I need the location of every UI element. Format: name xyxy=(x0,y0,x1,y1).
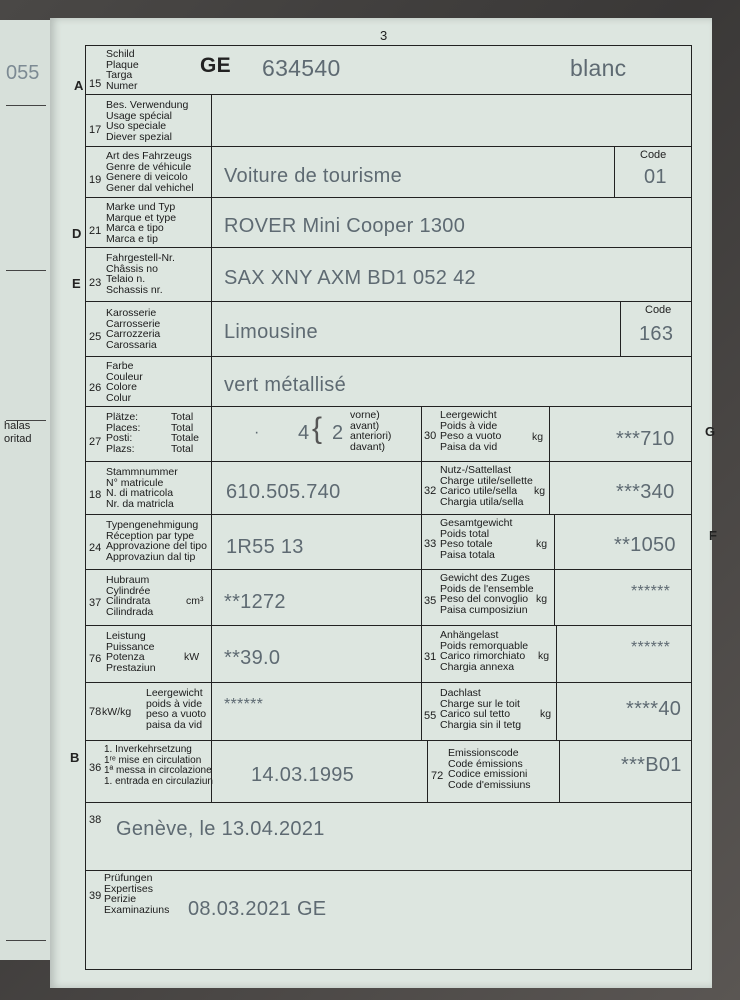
row-vehicle-type xyxy=(86,146,691,198)
divider xyxy=(614,146,615,197)
plate-number: 634540 xyxy=(262,55,341,81)
seats-front-label: vorne) avant) anteriori) davant) xyxy=(350,409,392,453)
special-use-label: Bes. Verwendung Usage spécial Uso speciale Diever spezial xyxy=(106,99,189,143)
payload-value: ***340 xyxy=(616,481,675,503)
field-number: 33 xyxy=(424,538,437,550)
row-plate xyxy=(86,46,691,95)
seats-front-value: 2 xyxy=(332,422,344,444)
field-number: 17 xyxy=(89,124,102,136)
row-power-towing xyxy=(86,625,691,683)
type-approval-value: 1R55 13 xyxy=(226,536,304,558)
field-number: 27 xyxy=(89,436,102,448)
chassis-value: SAX XNY AXM BD1 052 42 xyxy=(224,267,476,289)
power-value: **39.0 xyxy=(224,647,281,669)
unit-kg: kg xyxy=(540,708,552,720)
page-number: 3 xyxy=(380,28,388,43)
left-page-number: 055 xyxy=(6,62,40,84)
unit-kg: kg xyxy=(538,650,550,662)
field-number: 30 xyxy=(424,430,437,442)
body-value: Limousine xyxy=(224,321,318,343)
divider xyxy=(549,406,550,461)
divider xyxy=(549,461,550,514)
towing-label: Anhängelast Poids remorquable Carico rimorchiato Chargia annexa xyxy=(440,629,529,673)
left-page-line xyxy=(6,105,46,106)
row-body xyxy=(86,301,691,357)
field-number: 35 xyxy=(424,595,437,607)
displacement-value: **1272 xyxy=(224,591,286,613)
field-number: 32 xyxy=(424,485,437,497)
divider xyxy=(211,94,212,146)
unit-kg: kg xyxy=(536,593,548,605)
empty-weight-value: ***710 xyxy=(616,428,675,450)
first-registration-label: 1. Inverkehrsetzung 1ʳᵉ mise en circulation 1ª messa in circolazione 1. entrada en circulaziun xyxy=(104,744,213,787)
unit-cm3: cm³ xyxy=(186,595,204,607)
divider xyxy=(421,514,422,569)
divider xyxy=(211,247,212,301)
letter-b: B xyxy=(70,750,80,765)
divider xyxy=(211,625,212,682)
field-number: 38 xyxy=(89,814,102,826)
letter-d: D xyxy=(72,226,82,241)
color-value: vert métallisé xyxy=(224,374,347,396)
registration-page xyxy=(50,18,717,988)
divider xyxy=(620,301,621,356)
seats-label: Plätze: Places: Posti: Plazs: xyxy=(106,411,141,455)
canton-code: GE xyxy=(200,54,231,77)
row-first-registration-emission xyxy=(86,740,691,803)
displacement-label: Hubraum Cylindrée Cilindrata Cilindrada xyxy=(106,574,154,618)
seats-total-label: Total Total Totale Total xyxy=(171,411,200,455)
empty-weight-label: Leergewicht Poids à vide Peso a vuoto Paisa da vid xyxy=(440,409,502,453)
power-label: Leistung Puissance Potenza Prestaziun xyxy=(106,630,156,674)
divider xyxy=(554,514,555,569)
divider xyxy=(211,406,212,461)
seats-dot: · xyxy=(254,424,260,441)
make-model-label: Marke und Typ Marque et type Marca e tipo Marca e tip xyxy=(106,201,177,245)
row-ratio-roof xyxy=(86,682,691,741)
divider xyxy=(556,625,557,682)
left-page-text: halas xyxy=(4,420,31,432)
field-number: 23 xyxy=(89,277,102,289)
field-number: 25 xyxy=(89,331,102,343)
row-matricule-payload xyxy=(86,461,691,515)
divider xyxy=(421,569,422,625)
train-weight-value: ****** xyxy=(631,583,671,600)
divider xyxy=(211,569,212,625)
divider xyxy=(211,356,212,406)
unit-kg: kg xyxy=(534,485,546,497)
divider xyxy=(427,740,428,802)
inspections-value: 08.03.2021 GE xyxy=(188,898,327,920)
left-page-text: oritad xyxy=(4,433,32,445)
letter-g: G xyxy=(705,424,716,439)
left-page-line xyxy=(6,940,46,941)
row-inspections xyxy=(86,870,691,969)
letter-e: E xyxy=(72,276,81,291)
field-number: 18 xyxy=(89,489,102,501)
field-number: 78 xyxy=(89,706,102,718)
roof-load-label: Dachlast Charge sur le toit Carico sul tetto Chargia sin il tetg xyxy=(440,687,522,731)
plate-color: blanc xyxy=(570,55,627,81)
payload-label: Nutz-/Sattellast Charge utile/sellette Carico utile/sella Chargia utila/sella xyxy=(440,464,533,508)
vehicle-type-value: Voiture de tourisme xyxy=(224,165,403,187)
gross-weight-value: **1050 xyxy=(614,534,676,556)
code-label: Code xyxy=(645,304,672,316)
ratio-value: ****** xyxy=(224,696,264,713)
unit-kw: kW xyxy=(184,651,200,663)
divider xyxy=(211,146,212,197)
seats-total-value: 4 xyxy=(298,422,310,444)
row-make-model xyxy=(86,197,691,248)
row-displacement-train xyxy=(86,569,691,626)
left-page xyxy=(0,20,51,960)
row-seats-weight xyxy=(86,406,691,462)
letter-f: F xyxy=(709,528,717,543)
make-model-value: ROVER Mini Cooper 1300 xyxy=(224,215,466,237)
inspections-label: Prüfungen Expertises Perizie Examinaziuns xyxy=(104,872,170,916)
body-label: Karosserie Carrosserie Carrozzeria Carossaria xyxy=(106,307,161,351)
divider xyxy=(211,461,212,514)
plate-label: Schild Plaque Targa Numer xyxy=(106,48,139,92)
emission-code-label: Emissionscode Code émissions Codice emissioni Code d'emissiuns xyxy=(448,747,531,791)
body-code: 163 xyxy=(639,323,674,345)
divider xyxy=(559,740,560,802)
field-number: 15 xyxy=(89,78,102,90)
field-number: 26 xyxy=(89,382,102,394)
place-date-value: Genève, le 13.04.2021 xyxy=(116,818,325,840)
divider xyxy=(211,197,212,247)
unit-kg: kg xyxy=(532,431,544,443)
letter-a: A xyxy=(74,78,84,93)
code-label: Code xyxy=(640,149,667,161)
field-number: 31 xyxy=(424,651,437,663)
row-chassis xyxy=(86,247,691,302)
divider xyxy=(421,625,422,682)
train-weight-label: Gewicht des Zuges Poids de l'ensemble Peso del convoglio Paisa cumposiziun xyxy=(440,572,534,616)
brace-icon: { xyxy=(312,412,323,445)
field-number: 24 xyxy=(89,542,102,554)
emission-code-value: ***B01 xyxy=(621,754,682,776)
divider xyxy=(421,461,422,514)
unit-kg: kg xyxy=(536,538,548,550)
row-type-approval-gross xyxy=(86,514,691,570)
gross-weight-label: Gesamtgewicht Poids total Peso totale Paisa totala xyxy=(440,517,513,561)
divider xyxy=(211,740,212,802)
field-number: 72 xyxy=(431,770,444,782)
field-number: 19 xyxy=(89,174,102,186)
vehicle-type-label: Art des Fahrzeugs Genre de véhicule Genere di veicolo Gener dal vehichel xyxy=(106,150,194,194)
towing-value: ****** xyxy=(631,639,671,656)
divider xyxy=(211,682,212,740)
divider xyxy=(211,514,212,569)
left-page-line xyxy=(6,270,46,271)
field-number: 37 xyxy=(89,597,102,609)
row-color xyxy=(86,356,691,407)
unit-kw-kg: kW/kg xyxy=(102,706,132,718)
divider xyxy=(421,682,422,740)
divider xyxy=(421,406,422,461)
field-number: 55 xyxy=(424,710,437,722)
matricule-value: 610.505.740 xyxy=(226,481,341,503)
ratio-label: Leergewicht poids à vide peso a vuoto paisa da vid xyxy=(146,687,207,731)
chassis-label: Fahrgestell-Nr. Châssis no Telaio n. Schassis nr. xyxy=(106,252,175,296)
field-number: 21 xyxy=(89,225,102,237)
vehicle-type-code: 01 xyxy=(644,166,667,188)
matricule-label: Stammnummer N° matricule N. di matricola Nr. da matricla xyxy=(106,466,178,510)
color-label: Farbe Couleur Colore Colur xyxy=(106,360,143,404)
first-registration-value: 14.03.1995 xyxy=(251,764,355,786)
divider xyxy=(556,682,557,740)
type-approval-label: Typengenehmigung Réception par type Approvazione del tipo Approvaziun dal tip xyxy=(106,519,207,563)
field-number: 36 xyxy=(89,762,102,774)
form-grid xyxy=(85,45,692,970)
divider xyxy=(554,569,555,625)
divider xyxy=(211,301,212,356)
row-place-date xyxy=(86,802,691,871)
roof-load-value: ****40 xyxy=(626,698,682,720)
field-number: 76 xyxy=(89,653,102,665)
field-number: 39 xyxy=(89,890,102,902)
row-special-use xyxy=(86,94,691,147)
